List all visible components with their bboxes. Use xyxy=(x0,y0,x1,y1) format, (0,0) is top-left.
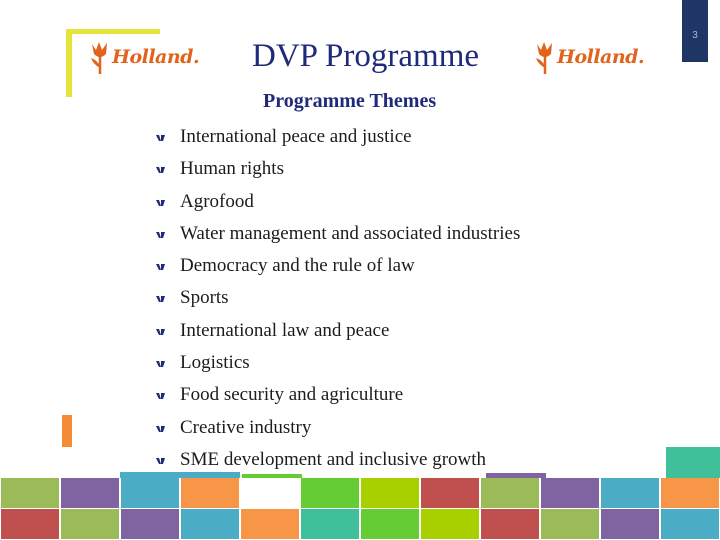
bullet-icon xyxy=(156,133,166,143)
mosaic-tile xyxy=(421,478,479,508)
mosaic-tile xyxy=(601,478,659,508)
mosaic-tile xyxy=(361,509,419,539)
mosaic-tile xyxy=(301,478,359,508)
mosaic-tile xyxy=(661,509,719,539)
theme-label: International peace and justice xyxy=(180,126,412,147)
bullet-icon xyxy=(156,359,166,369)
mosaic-tile xyxy=(481,478,539,508)
holland-logo-text: Holland. xyxy=(557,46,645,68)
holland-logo-left xyxy=(88,40,208,80)
orange-accent-bar xyxy=(62,415,72,447)
mosaic-tile xyxy=(301,509,359,539)
page-number: 3 xyxy=(692,30,698,41)
bullet-icon xyxy=(156,165,166,175)
mosaic-tile xyxy=(541,509,599,539)
mosaic-accent-tile xyxy=(666,447,720,478)
theme-label: International law and peace xyxy=(180,319,390,341)
mosaic-tile xyxy=(481,509,539,539)
bullet-icon xyxy=(156,424,166,434)
bullet-icon xyxy=(156,198,166,208)
color-mosaic-footer xyxy=(0,478,720,540)
mosaic-tile xyxy=(61,478,119,508)
theme-label: Logistics xyxy=(180,352,250,374)
tulip-icon xyxy=(88,40,112,76)
theme-label: Sports xyxy=(180,287,229,309)
mosaic-tile xyxy=(181,509,239,539)
mosaic-tile xyxy=(241,509,299,539)
theme-label: SME development and inclusive growth xyxy=(180,448,487,470)
bullet-icon xyxy=(156,391,166,401)
holland-logo-right xyxy=(533,40,653,80)
page-number-tab xyxy=(682,0,708,62)
theme-label: Water management and associated industries xyxy=(180,222,521,244)
mosaic-tile xyxy=(61,509,119,539)
theme-label: Creative industry xyxy=(180,416,312,438)
mosaic-tile xyxy=(181,478,239,508)
theme-label: Democracy and the rule of law xyxy=(180,255,415,277)
bullet-icon xyxy=(156,230,166,240)
holland-logo-text: Holland. xyxy=(112,46,200,68)
decorative-bracket-vertical xyxy=(66,29,72,97)
mosaic-tile xyxy=(541,478,599,508)
bullet-icon xyxy=(156,456,166,466)
mosaic-tile xyxy=(1,509,59,539)
slide-subtitle: Programme Themes xyxy=(263,90,437,112)
mosaic-tile xyxy=(121,478,179,508)
decorative-bracket-horizontal xyxy=(66,29,160,34)
bullet-icon xyxy=(156,262,166,272)
tulip-icon xyxy=(533,40,557,76)
mosaic-tile xyxy=(421,509,479,539)
bullet-icon xyxy=(156,327,166,337)
theme-label: Agrofood xyxy=(180,190,254,212)
mosaic-tile xyxy=(661,478,719,508)
theme-label: Food security and agriculture xyxy=(180,384,404,406)
mosaic-tile xyxy=(121,509,179,539)
mosaic-tile xyxy=(241,478,299,508)
bullet-icon xyxy=(156,294,166,304)
mosaic-tile xyxy=(1,478,59,508)
mosaic-tile xyxy=(361,478,419,508)
mosaic-tile xyxy=(601,509,659,539)
theme-label: Human rights xyxy=(180,158,284,180)
slide-title: DVP Programme xyxy=(252,38,480,74)
